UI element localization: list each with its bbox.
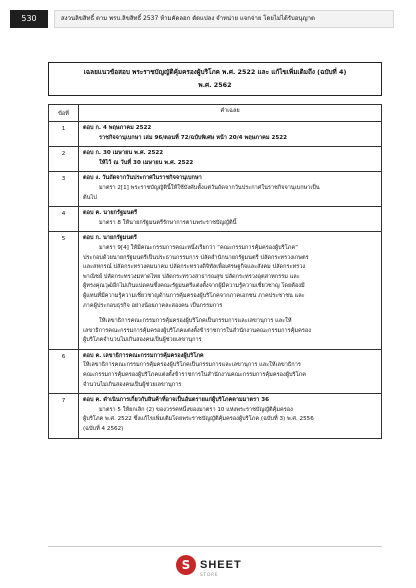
row-number: 3 [49,172,79,207]
answer-explanation: ผู้ทรงคุณวุฒิอีกไม่เกินแปดคนซึ่งคณะรัฐมนตรีแต่งตั้งจากผู้มีความรู้ความเชี่ยวชาญ โดยต้องมี [83,283,305,290]
answer-explanation: มาตรา 5 ให้ยกเลิก (2) ของวรรคหนึ่งของมาตรา 10 แห่งพระราชบัญญัติคุ้มครอง [99,406,293,413]
page-header [0,0,416,40]
footer-divider [48,546,382,547]
copyright-notice: สงวนลิขสิทธิ์ ตาม พรบ.ลิขสิทธิ์ 2537 ห้ามคัดลอก ดัดแปลง จำหน่าย แจกจ่าย โดยไม่ได้รับอนุญาต [54,10,394,28]
answer-choice: ตอบ ก. นายกรัฐมนตรี [83,235,137,242]
document-title-box [48,62,382,96]
answer-explanation: (ฉบับที่ 4 2562) [83,426,124,433]
answer-explanation: ผู้บริโภคจำนวนไม่เกินสองคนเป็นผู้ช่วยเลขานุการ [83,337,202,344]
row-number: 1 [49,122,79,147]
answer-choice: ตอบ ก. 4 พฤษภาคม 2522 [83,125,152,131]
answer-cell [79,394,382,438]
sheet-store-logo [176,552,242,578]
logo-subtext: STORE [200,572,219,577]
answer-explanation: ให้ไว้ ณ วันที่ 30 เมษายน พ.ศ. 2522 [99,159,194,166]
answer-choice: ตอบ ค. ดำเนินการเกี่ยวกับสินค้าที่อาจเป็นอันตรายแก่ผู้บริโภคตามมาตรา 36 [83,397,269,404]
table-row [49,147,382,172]
answer-explanation: ให้เลขาธิการคณะกรรมการคุ้มครองผู้บริโภคเป็นกรรมการและเลขานุการ และให้ [99,318,292,325]
answer-cell [79,207,382,232]
answer-explanation: ให้เลขาธิการคณะกรรมการคุ้มครองผู้บริโภคเป็นกรรมการและเลขานุการ และให้เลขาธิการ [83,362,301,369]
answer-choice: ตอบ ค. เลขาธิการคณะกรรมการคุ้มครองผู้บริโภค [83,352,204,359]
row-number: 2 [49,147,79,172]
row-number: 4 [49,207,79,232]
table-row [49,122,382,147]
logo-mark: S [176,555,196,575]
logo-text: SHEET [200,559,242,571]
answer-explanation: ต้นไป [83,194,97,201]
table-row [49,394,382,438]
answer-explanation: ภาคผู้ประกอบธุรกิจ อย่างน้อยภาคละสองคน เป็นกรรมการ [83,302,223,309]
table-row [49,172,382,207]
answer-explanation: พาณิชย์ ปลัดกระทรวงมหาดไทย ปลัดกระทรวงสาธารณสุข ปลัดกระทรวงอุตสาหกรรม และ [83,273,300,280]
answer-explanation: ประกอบด้วยนายกรัฐมนตรีเป็นประธานกรรมการ ปลัดสำนักนายกรัฐมนตรี ปลัดกระทรวงเกษตร [83,254,309,261]
answer-choice: ตอบ ก. 30 เมษายน พ.ศ. 2522 [83,150,164,157]
answer-explanation: ผู้แทนที่มีความรู้ความเชี่ยวชาญด้านการคุ้มครองผู้บริโภคจากภาคเอกชน ภาคประชาชน และ [83,292,305,299]
table-row [49,207,382,232]
row-number: 5 [49,232,79,350]
row-number: 6 [49,349,79,393]
row-number: 7 [49,394,79,438]
answer-explanation: ราชกิจจานุเบกษา เล่ม 96/ตอนที่ 72/ฉบับพิเศษ หน้า 20/4 พฤษภาคม 2522 [99,134,288,141]
column-header-no: ข้อที่ [49,105,79,122]
answer-explanation: มาตรา 2[1] พระราชบัญญัตินี้ให้ใช้บังคับตั้งแต่วันถัดจากวันประกาศในราชกิจจานุเบกษาเป็น [99,184,320,191]
answer-explanation: มาตรา 8 ให้นายกรัฐมนตรีรักษาการตามพระราชบัญญัตินี้ [99,219,237,226]
answer-cell [79,147,382,172]
answer-cell [79,172,382,207]
answer-table [48,104,382,439]
table-row [49,232,382,350]
page-number: 530 [10,10,48,28]
answer-cell [79,232,382,350]
table-row [49,349,382,393]
answer-explanation: มาตรา 9[4] ให้มีคณะกรรมการคณะหนึ่งเรียกว่า “คณะกรรมการคุ้มครองผู้บริโภค” [99,244,299,251]
answer-explanation: และสหกรณ์ ปลัดกระทรวงคมนาคม ปลัดกระทรวงดิจิทัลเพื่อเศรษฐกิจและสังคม ปลัดกระทรวง [83,264,306,271]
answer-explanation: คณะกรรมการคุ้มครองผู้บริโภคแต่งตั้งข้าราชการในสำนักงานคณะกรรมการคุ้มครองผู้บริโภค [83,372,306,379]
answer-explanation: ผู้บริโภค พ.ศ. 2522 ซึ่งแก้ไขเพิ่มเติมโดยพระราชบัญญัติคุ้มครองผู้บริโภค (ฉบับที่ 3) พ.ศ. 2556 [83,416,314,423]
answer-choice: ตอบ ง. วันถัดจากวันประกาศในราชกิจจานุเบกษา [83,175,202,182]
document-title-line-1: เฉลยแนวข้อสอบ พระราชบัญญัติคุ้มครองผู้บริโภค พ.ศ. 2522 และ แก้ไขเพิ่มเติมถึง (ฉบับที่ 4) [83,68,347,76]
logo-wordmark [200,553,242,577]
answer-cell [79,122,382,147]
column-header-answer: คำเฉลย [79,105,382,122]
answer-explanation: จำนวนไม่เกินสองคนเป็นผู้ช่วยเลขานุการ [83,381,182,388]
answer-choice: ตอบ ค. นายกรัฐมนตรี [83,210,138,217]
document-title-line-2: พ.ศ. 2562 [198,81,232,89]
answer-table-header [49,105,382,122]
answer-cell [79,349,382,393]
answer-explanation: เลขาธิการคณะกรรมการคุ้มครองผู้บริโภคแต่งตั้งข้าราชการในสำนักงานคณะกรรมการคุ้มครอง [83,327,311,334]
